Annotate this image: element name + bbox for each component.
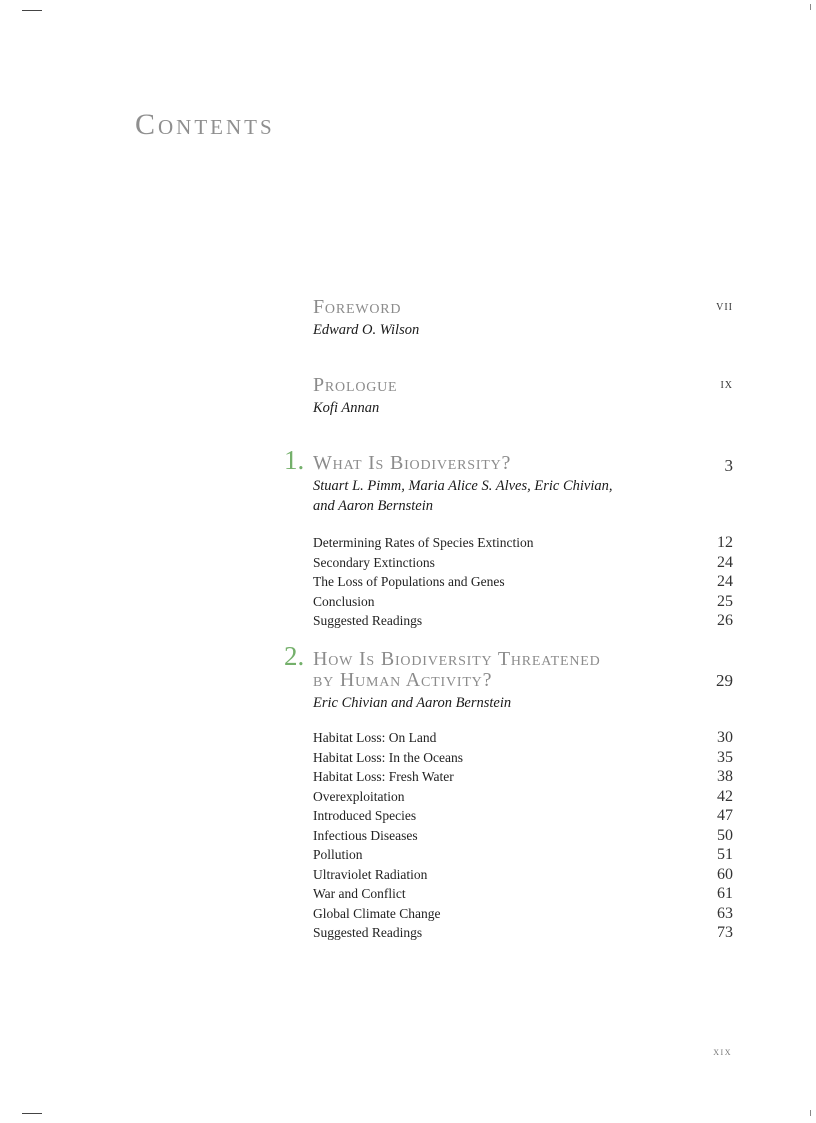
section-page: 12 — [717, 534, 733, 551]
toc-section-item[interactable] — [313, 807, 733, 827]
section-page: 50 — [717, 826, 733, 844]
toc-section-item[interactable] — [313, 788, 733, 808]
section-label: Habitat Loss: On Land — [313, 730, 437, 745]
entry-title: Foreword — [313, 296, 402, 318]
chapter-1-sections — [313, 534, 733, 632]
authors-line: Stuart L. Pimm, Maria Alice S. Alves, Eric Chivian, — [313, 478, 613, 494]
crop-mark-top-right — [810, 4, 811, 10]
section-label: Ultraviolet Radiation — [313, 866, 428, 882]
section-page: 61 — [717, 885, 733, 902]
section-label: Secondary Extinctions — [313, 554, 435, 570]
section-page: 35 — [717, 748, 733, 766]
section-page: 60 — [717, 865, 733, 883]
section-page: 47 — [717, 807, 733, 824]
crop-mark-bottom-left — [22, 1113, 42, 1114]
chapter-title-line: How Is Biodiversity Threatened — [313, 648, 601, 670]
section-label: The Loss of Populations and Genes — [313, 574, 505, 589]
toc-section-item[interactable] — [313, 846, 733, 866]
chapter-title: What Is Biodiversity? — [313, 452, 512, 474]
section-label: Global Climate Change — [313, 905, 441, 921]
section-page: 30 — [717, 729, 733, 746]
toc-section-item[interactable] — [313, 612, 733, 632]
toc-chapter-2[interactable] — [284, 641, 733, 713]
section-label: Habitat Loss: Fresh Water — [313, 769, 454, 784]
section-page: 42 — [717, 787, 733, 805]
chapter-title-line: by Human Activity? — [313, 669, 493, 691]
toc-section-item[interactable] — [313, 554, 733, 574]
chapter-number: 1. — [284, 445, 305, 475]
toc-section-item[interactable] — [313, 729, 733, 749]
section-label: Suggested Readings — [313, 925, 423, 940]
toc-section-item[interactable] — [313, 924, 733, 944]
section-page: 25 — [717, 592, 733, 610]
section-page: 38 — [717, 768, 733, 785]
toc-section-item[interactable] — [313, 768, 733, 788]
section-label: Determining Rates of Species Extinction — [313, 535, 534, 550]
chapter-authors — [313, 476, 733, 516]
toc-entry-foreword[interactable] — [313, 297, 733, 340]
entry-page-number: ix — [720, 377, 733, 392]
crop-mark-bottom-right — [810, 1110, 811, 1116]
section-label: Introduced Species — [313, 808, 417, 823]
entry-page-number: vii — [716, 299, 733, 314]
chapter-page-number: 29 — [716, 671, 733, 690]
authors-line: and Aaron Bernstein — [313, 498, 434, 514]
page-folio: xix — [713, 1044, 732, 1058]
toc-chapter-1[interactable] — [284, 445, 733, 516]
section-label: Infectious Diseases — [313, 827, 418, 843]
section-page: 63 — [717, 904, 733, 922]
toc-entry-prologue[interactable] — [313, 375, 733, 418]
toc-section-item[interactable] — [313, 827, 733, 847]
chapter-authors: Eric Chivian and Aaron Bernstein — [313, 695, 512, 711]
chapter-page-number: 3 — [724, 456, 733, 475]
toc-section-item[interactable] — [313, 885, 733, 905]
section-label: Overexploitation — [313, 788, 405, 804]
section-label: War and Conflict — [313, 886, 406, 901]
section-label: Conclusion — [313, 593, 375, 609]
toc-section-item[interactable] — [313, 534, 733, 554]
entry-author: Edward O. Wilson — [313, 322, 420, 338]
section-page: 24 — [717, 573, 733, 590]
section-label: Pollution — [313, 847, 363, 862]
toc-section-item[interactable] — [313, 573, 733, 593]
page-title: Contents — [135, 108, 275, 141]
toc-section-item[interactable] — [313, 749, 733, 769]
section-page: 24 — [717, 553, 733, 571]
section-page: 73 — [717, 924, 733, 941]
crop-mark-top-left — [22, 10, 42, 11]
toc-section-item[interactable] — [313, 593, 733, 613]
toc-section-item[interactable] — [313, 866, 733, 886]
chapter-2-sections — [313, 729, 733, 944]
section-page: 26 — [717, 612, 733, 629]
section-page: 51 — [717, 846, 733, 863]
section-label: Suggested Readings — [313, 613, 423, 628]
chapter-number: 2. — [284, 641, 305, 671]
toc-section-item[interactable] — [313, 905, 733, 925]
entry-author: Kofi Annan — [313, 400, 380, 416]
entry-title: Prologue — [313, 374, 398, 396]
section-label: Habitat Loss: In the Oceans — [313, 749, 463, 765]
